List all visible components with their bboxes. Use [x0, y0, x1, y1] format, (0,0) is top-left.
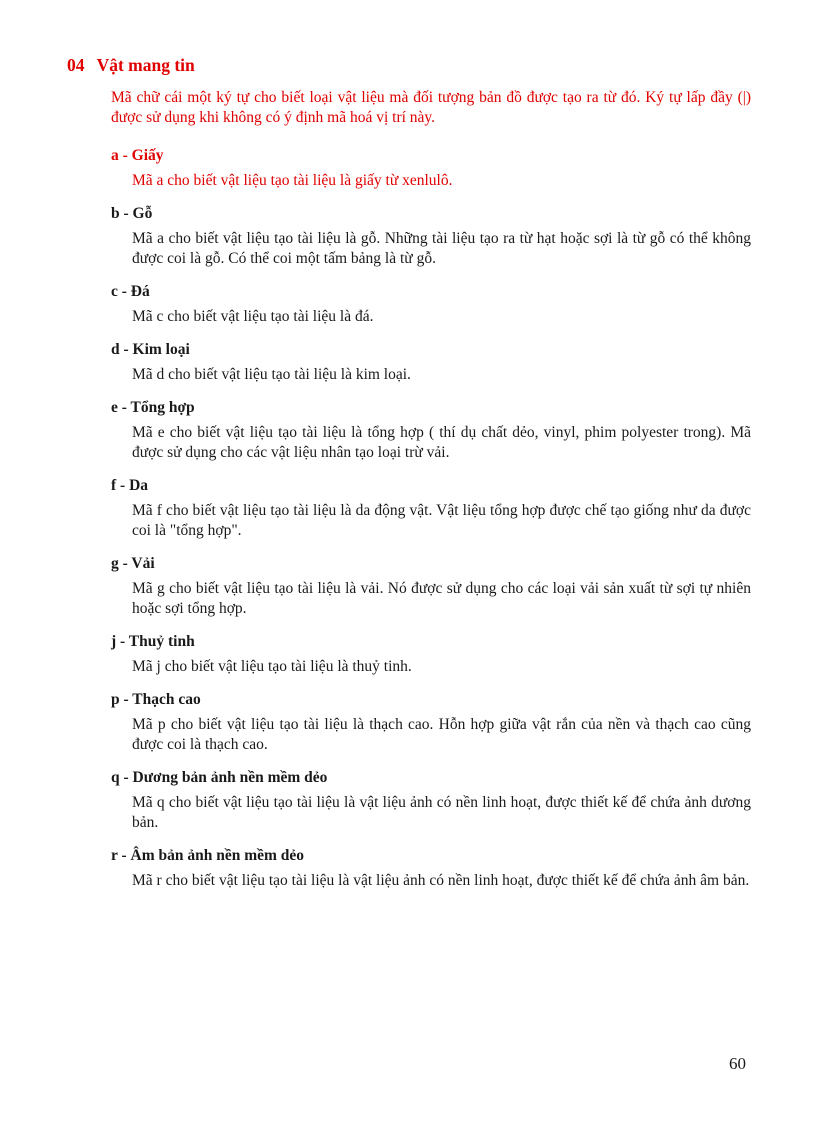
- entry-f: [111, 476, 751, 541]
- entry-c: [111, 282, 751, 327]
- entry-heading: g - Vải: [111, 555, 155, 572]
- entry-e: [111, 398, 751, 463]
- entry-b: [111, 204, 751, 269]
- entry-heading: a - Giấy: [111, 147, 164, 164]
- entry-description: Mã e cho biết vật liệu tạo tài liệu là tổng hợp ( thí dụ chất dẻo, vinyl, phim polyester trong). Mã được sử dụng cho các vật liệu nhân tạo loại trừ vải.: [132, 424, 751, 461]
- entry-heading: r - Âm bản ảnh nền mềm dẻo: [111, 847, 305, 864]
- entry-description: Mã g cho biết vật liệu tạo tài liệu là vải. Nó được sử dụng cho các loại vải sản xuất từ sợi tự nhiên hoặc sợi tổng hợp.: [132, 580, 751, 617]
- entry-heading: f - Da: [111, 477, 149, 494]
- section-title-text: Vật mang tin: [96, 55, 195, 75]
- entry-q: [111, 768, 751, 833]
- entry-heading: c - Đá: [111, 283, 150, 300]
- entry-p: [111, 690, 751, 755]
- entry-heading: d - Kim loại: [111, 341, 190, 358]
- entry-g: [111, 554, 751, 619]
- entry-list: [111, 146, 751, 904]
- entry-d: [111, 340, 751, 385]
- entry-heading: b - Gỗ: [111, 205, 153, 222]
- entry-description: Mã q cho biết vật liệu tạo tài liệu là vật liệu ảnh có nền linh hoạt, được thiết kế để chứa ảnh dương bản.: [132, 794, 751, 831]
- entry-description: Mã r cho biết vật liệu tạo tài liệu là vật liệu ảnh có nền linh hoạt, được thiết kế để chứa ảnh âm bản.: [132, 872, 750, 889]
- entry-heading: p - Thạch cao: [111, 691, 201, 708]
- entry-description: Mã f cho biết vật liệu tạo tài liệu là da động vật. Vật liệu tổng hợp được chế tạo giống như da được coi là "tổng hợp".: [132, 502, 751, 539]
- entry-description: Mã c cho biết vật liệu tạo tài liệu là đá.: [132, 308, 374, 325]
- entry-description: Mã a cho biết vật liệu tạo tài liệu là giấy từ xenlulô.: [132, 172, 453, 189]
- entry-j: [111, 632, 751, 677]
- entry-a: [111, 146, 751, 191]
- section-title: [67, 55, 195, 76]
- page-number: 60: [729, 1054, 746, 1073]
- entry-description: Mã a cho biết vật liệu tạo tài liệu là gỗ. Những tài liệu tạo ra từ hạt hoặc sợi là từ gỗ có thể không được coi là gỗ. Có thể coi một tấm bảng là từ gỗ.: [132, 230, 751, 267]
- entry-r: [111, 846, 751, 891]
- entry-description: Mã p cho biết vật liệu tạo tài liệu là thạch cao. Hỗn hợp giữa vật rắn của nền và thạch cao cũng được coi là thạch cao.: [132, 716, 751, 753]
- entry-heading: q - Dương bản ảnh nền mềm dẻo: [111, 769, 328, 786]
- entry-heading: j - Thuỷ tinh: [111, 633, 195, 650]
- entry-description: Mã j cho biết vật liệu tạo tài liệu là thuỷ tinh.: [132, 658, 412, 675]
- section-number: 04: [67, 55, 85, 75]
- section-intro: Mã chữ cái một ký tự cho biết loại vật liệu mà đối tượng bản đồ được tạo ra từ đó. Ký tự lấp đầy (|) được sử dụng khi không có ý định mã hoá vị trí này.: [111, 89, 751, 126]
- entry-heading: e - Tổng hợp: [111, 399, 195, 416]
- entry-description: Mã d cho biết vật liệu tạo tài liệu là kim loại.: [132, 366, 411, 383]
